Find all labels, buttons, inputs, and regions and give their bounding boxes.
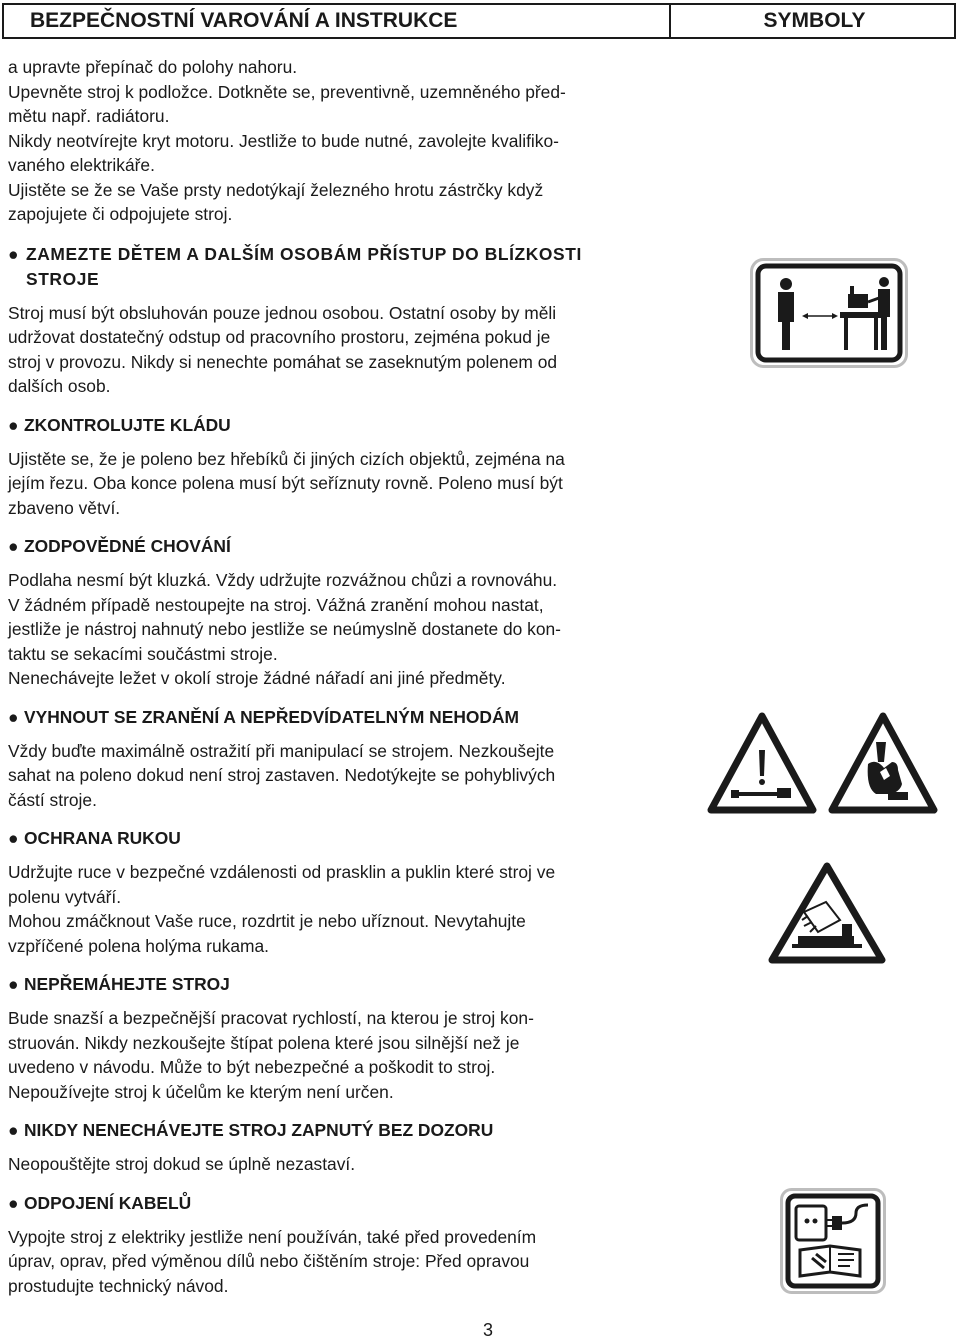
keep-distance-icon bbox=[750, 258, 908, 368]
text-line: struován. Nikdy nezkoušejte štípat polena které jsou silnější než je bbox=[8, 1032, 520, 1053]
heading-line: ZODPOVĚDNÉ CHOVÁNÍ bbox=[24, 536, 231, 556]
bullet: ● bbox=[8, 1120, 19, 1140]
text-line: Udržujte ruce v bezpečné vzdálenosti od prasklin a puklin které stroj ve bbox=[8, 862, 556, 882]
instructions-column bbox=[8, 55, 668, 1298]
heading-line: VYHNOUT SE ZRANĚNÍ A NEPŘEDVÍDATELNÝM NEHODÁM bbox=[24, 706, 520, 727]
text-line: jejím řezu. Oba konce polena musí být seříznuty rovně. Poleno musí být bbox=[8, 473, 563, 493]
text-line: a upravte přepínač do polohy nahoru. bbox=[8, 57, 298, 77]
text-line: prostudujte technický návod. bbox=[8, 1275, 229, 1296]
text-line: částí stroje. bbox=[8, 789, 97, 810]
text-line: Upevněte stroj k podložce. Dotkněte se, preventivně, uzemněného před- bbox=[8, 81, 566, 102]
text-line: Vypojte stroj z elektriky jestliže není používán, také před provedením bbox=[8, 1226, 537, 1247]
text-line: Neopouštějte stroj dokud se úplně nezastaví. bbox=[8, 1154, 356, 1174]
bullet: ● bbox=[8, 706, 19, 727]
text-line: dalších osob. bbox=[8, 376, 111, 396]
text-line: Bude snazší a bezpečnější pracovat rychlostí, na kterou je stroj kon- bbox=[8, 1008, 534, 1028]
text-line: Mohou zmáčknout Vaše ruce, rozdrtit je nebo uříznout. Nevytahujte bbox=[8, 911, 526, 931]
section-heading bbox=[8, 242, 668, 292]
text-line: Nenechávejte ležet v okolí stroje žádné nářadí ani jiné předměty. bbox=[8, 668, 506, 688]
bullet: ● bbox=[8, 536, 19, 556]
hand-crush-warning-icon bbox=[828, 712, 938, 816]
text-line: stroj v provozu. Nikdy si nenechte pomáhat se zaseknutým polenem od bbox=[8, 351, 558, 372]
intro-block bbox=[8, 55, 668, 227]
section-hand-protection bbox=[8, 826, 668, 958]
warning-triangle-icon bbox=[707, 712, 817, 816]
section-heading bbox=[8, 826, 668, 851]
text-line: Ujistěte se že se Vaše prsty nedotýkají železného hrotu zástrčky když bbox=[8, 179, 544, 200]
page-title: BEZPEČNOSTNÍ VAROVÁNÍ A INSTRUKCE bbox=[4, 5, 671, 37]
text-line: Ujistěte se, že je poleno bez hřebíků či jiných cizích objektů, zejména na bbox=[8, 448, 565, 469]
text-line: taktu se sekacími součástmi stroje. bbox=[8, 643, 278, 664]
section-responsible-behaviour bbox=[8, 534, 668, 691]
text-line: vzpříčené polena holýma rukama. bbox=[8, 935, 269, 956]
heading-line: STROJE bbox=[26, 268, 100, 289]
text-line: uvedeno v návodu. Může to být nebezpečné a poškodit to stroj. bbox=[8, 1057, 496, 1077]
section-do-not-overload bbox=[8, 972, 668, 1104]
text-line: Vždy buďte maximálně ostražití při manipulací se strojem. Nezkoušejte bbox=[8, 740, 555, 761]
section-heading bbox=[8, 413, 668, 438]
heading-line: OCHRANA RUKOU bbox=[24, 828, 181, 848]
symbols-column-title: SYMBOLY bbox=[763, 9, 866, 32]
bullet: ● bbox=[8, 414, 19, 435]
text-line: zbaveno větví. bbox=[8, 497, 121, 518]
text-line: mětu např. radiátoru. bbox=[8, 106, 170, 126]
bullet: ● bbox=[8, 828, 19, 848]
text-line: Nepoužívejte stroj k účelům ke kterým není určen. bbox=[8, 1081, 394, 1102]
heading-line: ZKONTROLUJTE KLÁDU bbox=[24, 414, 231, 435]
text-line: jestliže je nástroj nahnutý nebo jestliže se neúmyslně dostanete do kon- bbox=[8, 619, 561, 639]
page-number: 3 bbox=[482, 1320, 493, 1340]
text-line: zapojujete či odpojujete stroj. bbox=[8, 204, 233, 224]
heading-line: ODPOJENÍ KABELŮ bbox=[24, 1192, 192, 1213]
section-avoid-injury bbox=[8, 705, 668, 813]
text-line: polenu vytváří. bbox=[8, 886, 122, 907]
section-heading bbox=[8, 1118, 668, 1143]
text-line: sahat na poleno dokud není stroj zastaven. Nedotýkejte se pohyblivých bbox=[8, 765, 556, 785]
page-header bbox=[2, 3, 956, 39]
section-keep-others-away bbox=[8, 242, 668, 399]
section-check-log bbox=[8, 413, 668, 521]
text-line: Stroj musí být obsluhován pouze jednou osobou. Ostatní osoby by měli bbox=[8, 302, 557, 323]
bullet: ● bbox=[8, 974, 19, 994]
bullet: ● bbox=[8, 243, 20, 264]
text-line: Podlaha nesmí být kluzká. Vždy udržujte rozvážnou chůzi a rovnováhu. bbox=[8, 570, 558, 590]
hand-injury-warning-icon bbox=[768, 862, 886, 966]
section-heading bbox=[8, 1191, 668, 1216]
unplug-read-manual-icon bbox=[780, 1188, 886, 1294]
heading-line: NIKDY NENECHÁVEJTE STROJ ZAPNUTÝ BEZ DOZORU bbox=[24, 1120, 494, 1140]
heading-line: ZAMEZTE DĚTEM A DALŠÍM OSOBÁM PŘÍSTUP DO BLÍZKOSTI bbox=[26, 243, 582, 264]
section-heading bbox=[8, 705, 668, 730]
bullet: ● bbox=[8, 1192, 19, 1213]
text-line: V žádném případě nestoupejte na stroj. Vážná zranění mohou nastat, bbox=[8, 594, 544, 615]
text-line: vaného elektrikáře. bbox=[8, 155, 155, 175]
section-never-unattended bbox=[8, 1118, 668, 1177]
heading-line: NEPŘEMÁHEJTE STROJ bbox=[24, 974, 230, 994]
section-heading bbox=[8, 972, 668, 997]
section-heading bbox=[8, 534, 668, 559]
text-line: Nikdy neotvírejte kryt motoru. Jestliže to bude nutné, zavolejte kvalifiko- bbox=[8, 130, 559, 151]
text-line: úprav, oprav, před výměnou dílů nebo čištěním stroje: Před opravou bbox=[8, 1251, 530, 1271]
text-line: udržovat dostatečný odstup od pracovního prostoru, zejména pokud je bbox=[8, 327, 551, 347]
section-disconnect-cables bbox=[8, 1191, 668, 1299]
